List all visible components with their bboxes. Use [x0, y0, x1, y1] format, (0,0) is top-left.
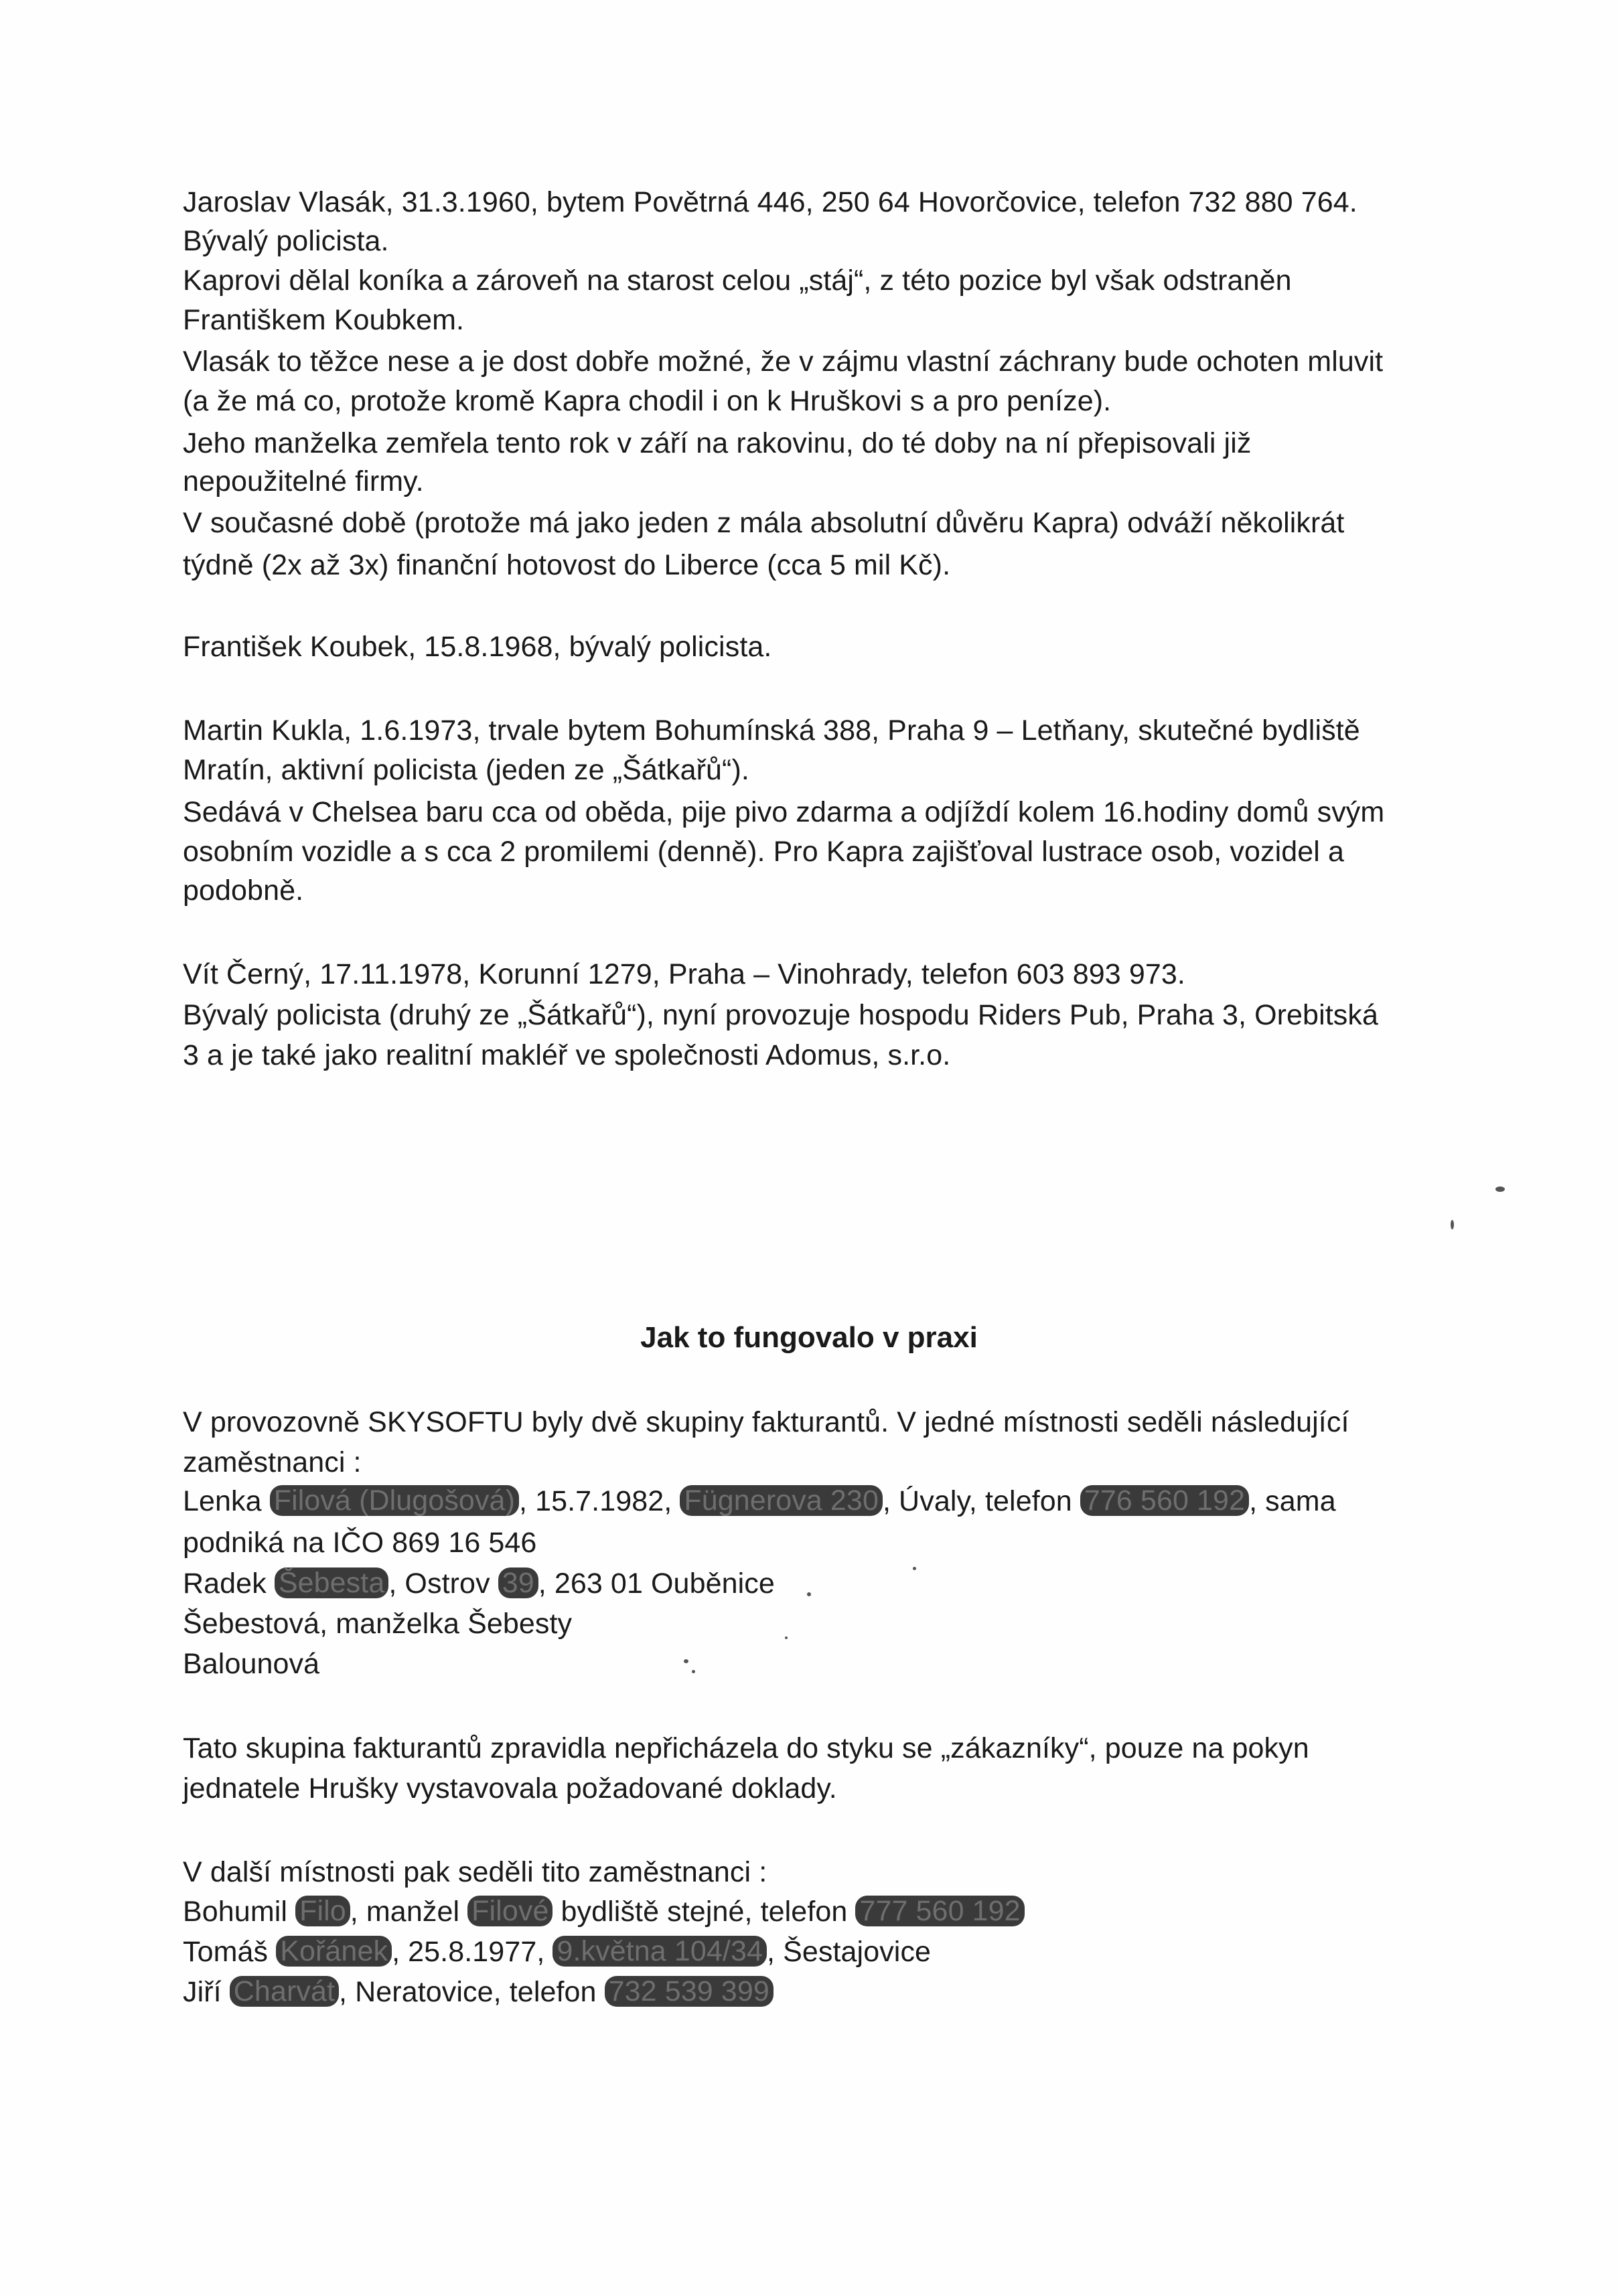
redaction-mark: Fügnerova 230 [680, 1485, 883, 1516]
scan-speck [785, 1636, 788, 1639]
section-heading: Jak to fungovalo v praxi [640, 1321, 978, 1354]
text-segment: Jiří [183, 1976, 230, 2008]
text-segment: Radek [183, 1567, 275, 1600]
scan-speck [684, 1659, 688, 1663]
text-line: Vlasák to těžce nese a je dost dobře možné, že v zájmu vlastní záchrany bude ochoten mluvit [183, 346, 1384, 378]
redaction-mark: 9.května 104/34 [553, 1936, 767, 1967]
text-segment: , sama [1249, 1485, 1336, 1517]
redaction-mark: Filová (Dlugošová) [270, 1485, 519, 1516]
text-line: jednatele Hrušky vystavovala požadované doklady. [183, 1772, 837, 1805]
text-line: V současné době (protože má jako jeden z mála absolutní důvěru Kapra) odváží několikrát [183, 507, 1345, 539]
text-line [183, 1892, 1025, 1931]
text-segment: , manžel [350, 1896, 468, 1928]
text-segment: bydliště stejné, telefon [553, 1896, 856, 1928]
redaction-mark: Šebesta [275, 1567, 389, 1598]
text-line: Jeho manželka zemřela tento rok v září na rakovinu, do té doby na ní přepisovali již [183, 427, 1252, 459]
text-segment: Tomáš [183, 1936, 277, 1968]
text-line: František Koubek, 15.8.1968, bývalý policista. [183, 631, 772, 663]
text-line: Františkem Koubkem. [183, 304, 465, 336]
text-line: Jaroslav Vlasák, 31.3.1960, bytem Povětrná 446, 250 64 Hovorčovice, telefon 732 880 764. [183, 186, 1357, 218]
text-line: (a že má co, protože kromě Kapra chodil i on k Hruškovi s a pro peníze). [183, 385, 1112, 417]
scan-speck [1451, 1220, 1454, 1229]
text-segment: , 15.7.1982, [519, 1485, 680, 1517]
text-line: týdně (2x až 3x) finanční hotovost do Liberce (cca 5 mil Kč). [183, 549, 951, 581]
text-line: V další místnosti pak seděli tito zaměstnanci : [183, 1856, 767, 1888]
text-line: Tato skupina fakturantů zpravidla nepřicházela do styku se „zákazníky“, pouze na pokyn [183, 1732, 1309, 1764]
text-line: Šebestová, manželka Šebesty [183, 1608, 573, 1640]
text-segment: Lenka [183, 1485, 270, 1517]
scan-speck [913, 1567, 916, 1570]
redaction-mark: Filo [295, 1896, 350, 1926]
text-line [183, 1973, 774, 2011]
scan-speck [692, 1670, 695, 1673]
text-line: Martin Kukla, 1.6.1973, trvale bytem Bohumínská 388, Praha 9 – Letňany, skutečné bydliště [183, 714, 1360, 747]
text-line: 3 a je také jako realitní makléř ve společnosti Adomus, s.r.o. [183, 1039, 951, 1071]
text-line: zaměstnanci : [183, 1446, 362, 1478]
text-segment: Bohumil [183, 1896, 296, 1928]
redaction-mark: 732 539 399 [605, 1976, 774, 2007]
text-line: Kaprovi dělal koníka a zároveň na starost celou „stáj“, z této pozice byl však odstraněn [183, 264, 1292, 297]
redaction-mark: Charvát [230, 1976, 339, 2007]
text-line: Mratín, aktivní policista (jeden ze „Šátkařů“). [183, 754, 749, 786]
redaction-mark: 776 560 192 [1080, 1485, 1249, 1516]
text-line: podobně. [183, 874, 304, 907]
text-line: Sedává v Chelsea baru cca od oběda, pije pivo zdarma a odjíždí kolem 16.hodiny domů svým [183, 796, 1385, 828]
text-line: nepoužitelné firmy. [183, 465, 424, 498]
text-line: podniká na IČO 869 16 546 [183, 1527, 537, 1559]
text-segment: , Úvaly, telefon [882, 1485, 1080, 1517]
redaction-mark: Kořánek [276, 1936, 392, 1967]
redaction-mark: 777 560 192 [855, 1896, 1024, 1926]
text-line: osobním vozidle a s cca 2 promilemi (denně). Pro Kapra zajišťoval lustrace osob, vozidel a [183, 836, 1344, 868]
text-line: Balounová [183, 1648, 320, 1680]
text-line: Vít Černý, 17.11.1978, Korunní 1279, Praha – Vinohrady, telefon 603 893 973. [183, 958, 1185, 990]
text-line: Bývalý policista. [183, 225, 389, 257]
redaction-mark: Filové [467, 1896, 553, 1926]
text-segment: , Neratovice, telefon [339, 1976, 605, 2008]
scan-speck [807, 1592, 811, 1596]
redaction-mark: 39 [498, 1567, 538, 1598]
text-segment: , Šestajovice [766, 1936, 932, 1968]
text-line [183, 1932, 931, 1971]
text-line [183, 1482, 1336, 1521]
text-line: Bývalý policista (druhý ze „Šátkařů“), nyní provozuje hospodu Riders Pub, Praha 3, Orebitská [183, 999, 1378, 1031]
text-line [183, 1564, 775, 1603]
text-segment: , Ostrov [388, 1567, 498, 1600]
text-line: V provozovně SKYSOFTU byly dvě skupiny fakturantů. V jedné místnosti seděli následující [183, 1406, 1349, 1438]
text-segment: , 263 01 Ouběnice [538, 1567, 775, 1600]
text-segment: , 25.8.1977, [392, 1936, 553, 1968]
scan-speck [1495, 1187, 1505, 1192]
